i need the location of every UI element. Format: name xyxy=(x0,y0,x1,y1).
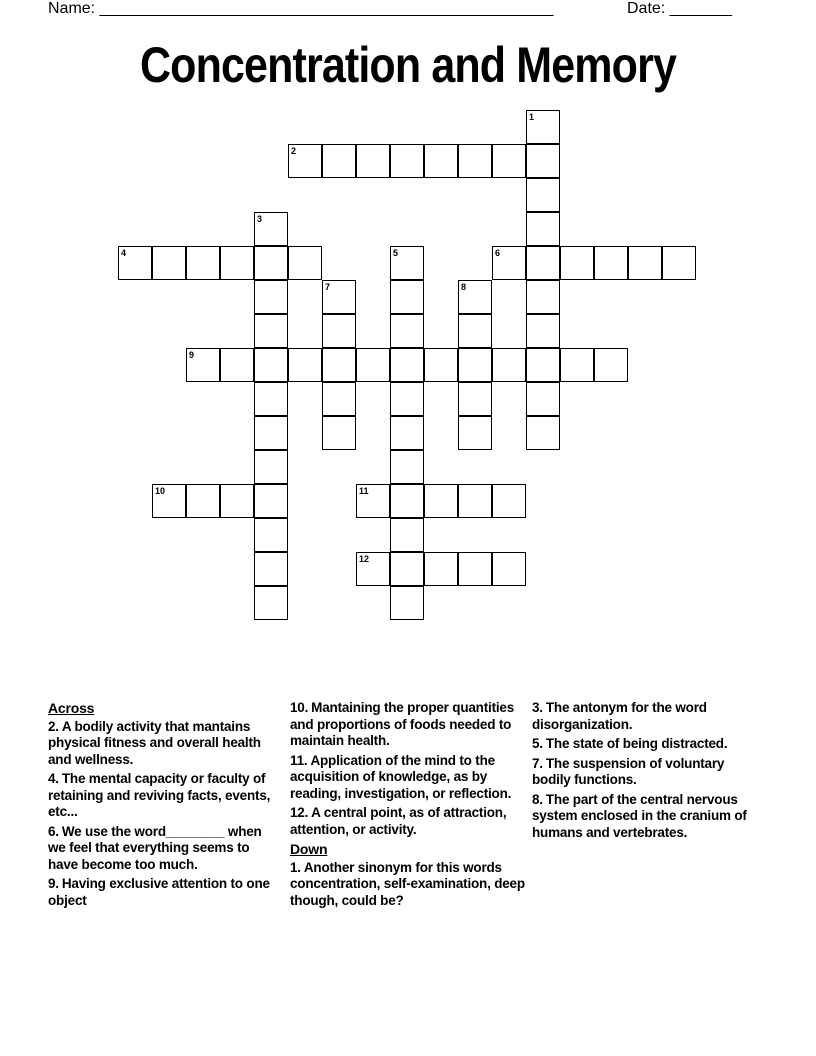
grid-cell[interactable] xyxy=(390,246,424,280)
clue-number: 8 xyxy=(461,282,467,292)
grid-cell[interactable] xyxy=(458,552,492,586)
grid-cell[interactable] xyxy=(152,484,186,518)
clue-number: 6 xyxy=(495,248,501,258)
clue-number-label: 2. xyxy=(48,718,59,734)
grid-cell[interactable] xyxy=(254,280,288,314)
grid-cell[interactable] xyxy=(356,348,390,382)
grid-cell[interactable] xyxy=(254,416,288,450)
grid-cell[interactable] xyxy=(254,382,288,416)
grid-cell[interactable] xyxy=(390,518,424,552)
grid-cell[interactable] xyxy=(288,246,322,280)
grid-cell[interactable] xyxy=(390,416,424,450)
clue-text: Application of the mind to the acquisition of knowledge, as by reading, investigation, or reflection. xyxy=(290,752,512,801)
grid-cell[interactable] xyxy=(526,348,560,382)
grid-cell[interactable] xyxy=(322,314,356,348)
grid-cell[interactable] xyxy=(118,246,152,280)
clues-column-3 xyxy=(532,700,764,844)
grid-cell[interactable] xyxy=(254,552,288,586)
grid-cell[interactable] xyxy=(424,484,458,518)
grid-cell[interactable] xyxy=(186,246,220,280)
clue xyxy=(532,792,764,842)
clue xyxy=(290,700,526,750)
clue xyxy=(290,860,526,910)
grid-cell[interactable] xyxy=(220,246,254,280)
grid-cell[interactable] xyxy=(254,586,288,620)
clue-text: The mental capacity or faculty of retaining and reviving facts, events, etc... xyxy=(48,771,271,819)
grid-cell[interactable] xyxy=(288,144,322,178)
clue-number: 12 xyxy=(359,554,370,564)
grid-cell[interactable] xyxy=(458,416,492,450)
clue xyxy=(48,719,280,769)
clue-number: 3 xyxy=(257,214,263,224)
grid-cell[interactable] xyxy=(322,348,356,382)
grid-cell[interactable] xyxy=(526,178,560,212)
grid-cell[interactable] xyxy=(322,416,356,450)
grid-cell[interactable] xyxy=(526,416,560,450)
grid-cell[interactable] xyxy=(356,484,390,518)
clue-number: 4 xyxy=(121,248,127,258)
clue-text: A central point, as of attraction, attention, or activity. xyxy=(290,805,507,837)
grid-cell[interactable] xyxy=(390,280,424,314)
clue-number-label: 12. xyxy=(290,805,309,820)
clue-number-label: 8. xyxy=(532,791,543,807)
grid-cell[interactable] xyxy=(628,246,662,280)
clue-number: 9 xyxy=(189,350,195,360)
clue-number-label: 3. xyxy=(532,700,543,715)
grid-cell[interactable] xyxy=(152,246,186,280)
grid-cell[interactable] xyxy=(526,382,560,416)
grid-cell[interactable] xyxy=(390,314,424,348)
grid-cell[interactable] xyxy=(322,280,356,314)
grid-cell[interactable] xyxy=(594,348,628,382)
grid-cell[interactable] xyxy=(458,144,492,178)
grid-cell[interactable] xyxy=(662,246,696,280)
clue-text: The antonym for the word disorganization. xyxy=(532,700,707,732)
clues-column-2 xyxy=(290,700,526,912)
grid-cell[interactable] xyxy=(526,246,560,280)
grid-cell[interactable] xyxy=(424,144,458,178)
clue-number: 5 xyxy=(393,248,399,258)
clue xyxy=(48,876,280,909)
clue-text: Having exclusive attention to one object xyxy=(48,876,270,908)
grid-cell[interactable] xyxy=(492,246,526,280)
grid-cell[interactable] xyxy=(390,144,424,178)
grid-cell[interactable] xyxy=(186,484,220,518)
down-clue-list-continued xyxy=(532,700,764,841)
across-clue-list xyxy=(48,719,280,910)
grid-cell[interactable] xyxy=(254,348,288,382)
grid-cell[interactable] xyxy=(356,552,390,586)
grid-cell[interactable] xyxy=(526,212,560,246)
clue xyxy=(532,736,764,753)
grid-cell[interactable] xyxy=(458,484,492,518)
date-field-label: Date: _______ xyxy=(627,0,732,17)
clue xyxy=(532,756,764,789)
clue-text: The state of being distracted. xyxy=(545,736,728,751)
clue xyxy=(290,805,526,838)
grid-cell[interactable] xyxy=(526,110,560,144)
grid-cell[interactable] xyxy=(254,484,288,518)
across-clue-list-continued xyxy=(290,700,526,838)
grid-cell[interactable] xyxy=(560,348,594,382)
grid-cell[interactable] xyxy=(186,348,220,382)
clue xyxy=(48,824,280,874)
grid-cell[interactable] xyxy=(322,382,356,416)
clue-number-label: 10. xyxy=(290,700,309,715)
grid-cell[interactable] xyxy=(356,144,390,178)
grid-cell[interactable] xyxy=(526,314,560,348)
clue xyxy=(48,771,280,821)
clue-text: Mantaining the proper quantities and proportions of foods needed to maintain health. xyxy=(290,700,515,748)
grid-cell[interactable] xyxy=(526,144,560,178)
clue-number-label: 6. xyxy=(48,823,59,839)
clue-number: 10 xyxy=(155,486,166,496)
clue-number: 1 xyxy=(529,112,535,122)
clues-column-1 xyxy=(48,700,280,912)
clue-text: Another sinonym for this words concentration, self-examination, deep though, could be? xyxy=(290,859,525,908)
down-clue-list xyxy=(290,860,526,910)
grid-cell[interactable] xyxy=(390,382,424,416)
grid-cell[interactable] xyxy=(526,280,560,314)
name-field-label: Name: ___________________________________________________ xyxy=(48,0,554,17)
grid-cell[interactable] xyxy=(424,348,458,382)
grid-cell[interactable] xyxy=(390,450,424,484)
grid-cell[interactable] xyxy=(594,246,628,280)
grid-cell[interactable] xyxy=(254,518,288,552)
grid-cell[interactable] xyxy=(254,450,288,484)
grid-cell[interactable] xyxy=(220,348,254,382)
grid-cell[interactable] xyxy=(390,586,424,620)
grid-cell[interactable] xyxy=(254,212,288,246)
grid-cell[interactable] xyxy=(288,348,322,382)
clue-number-label: 7. xyxy=(532,755,543,771)
grid-cell[interactable] xyxy=(458,348,492,382)
clue-number-label: 5. xyxy=(532,736,543,751)
clue-number: 11 xyxy=(359,486,369,496)
grid-cell[interactable] xyxy=(424,552,458,586)
grid-cell[interactable] xyxy=(560,246,594,280)
clue-text: We use the word________ when we feel that everything seems to have become too much. xyxy=(48,823,262,872)
grid-cell[interactable] xyxy=(492,144,526,178)
grid-cell[interactable] xyxy=(458,382,492,416)
grid-cell[interactable] xyxy=(458,280,492,314)
down-heading: Down xyxy=(290,841,328,857)
clue-number-label: 4. xyxy=(48,771,59,786)
grid-cell[interactable] xyxy=(492,484,526,518)
clue-number: 2 xyxy=(291,146,297,156)
clue-number: 7 xyxy=(325,282,331,292)
clue-number-label: 9. xyxy=(48,876,59,891)
grid-cell[interactable] xyxy=(390,484,424,518)
grid-cell[interactable] xyxy=(322,144,356,178)
grid-cell[interactable] xyxy=(390,348,424,382)
page-title: Concentration and Memory xyxy=(139,37,677,93)
clue-number-label: 1. xyxy=(290,859,301,875)
clue-text: A bodily activity that mantains physical fitness and overall health and wellness. xyxy=(48,718,261,767)
clue-number-label: 11. xyxy=(290,752,308,768)
clue xyxy=(532,700,764,733)
clue-text: The part of the central nervous system enclosed in the cranium of humans and vertebrates. xyxy=(532,791,747,840)
grid-cell[interactable] xyxy=(220,484,254,518)
grid-cell[interactable] xyxy=(254,314,288,348)
grid-cell[interactable] xyxy=(254,246,288,280)
clue xyxy=(290,753,526,803)
grid-cell[interactable] xyxy=(492,552,526,586)
grid-cell[interactable] xyxy=(458,314,492,348)
grid-cell[interactable] xyxy=(390,552,424,586)
clue-text: The suspension of voluntary bodily functions. xyxy=(532,755,725,787)
across-heading: Across xyxy=(48,700,95,716)
grid-cell[interactable] xyxy=(492,348,526,382)
